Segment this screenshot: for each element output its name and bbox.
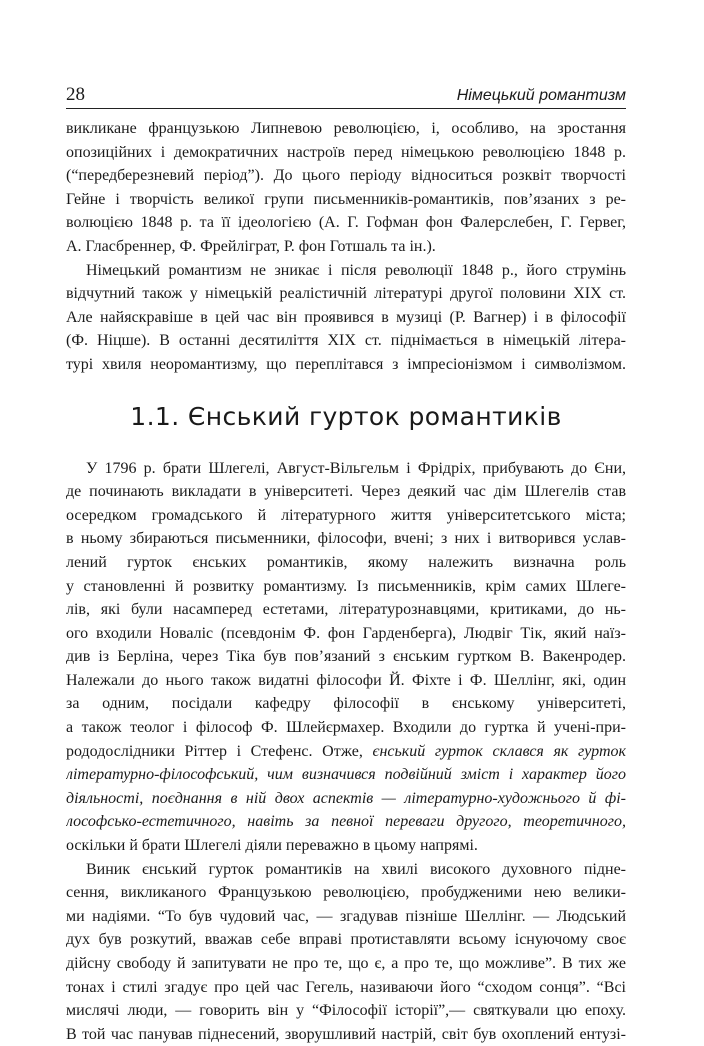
emphasis-line: діяльності, поєднання в ній двох аспектів — літературно-художнього й фі- xyxy=(66,789,626,807)
text-line: а також теолог і філософ Ф. Шлейєрмахер. Входили до гуртка й учені-при- xyxy=(66,719,626,737)
emphasis-line: лософсько-естетичного, навіть за певної переваги другого, теоретичного, xyxy=(66,813,626,831)
text-line: лів, які були насамперед естетами, літературознавцями, критиками, до нь- xyxy=(66,601,626,619)
text-line: у становленні й розвитку романтизму. Із письменників, крім самих Шлеге- xyxy=(66,577,626,595)
text-line: Німецький романтизм не зникає і після революції 1848 р., його струмінь xyxy=(86,261,626,279)
section-heading: 1.1. Єнський гурток романтиків xyxy=(130,402,562,432)
text-line: Виник єнський гурток романтиків на хвилі високого духовного підне- xyxy=(86,860,626,878)
text-line: Але найяскравіше в цей час він проявився в музиці (Р. Вагнер) і в філософії xyxy=(66,308,626,326)
text-line: ми надіями. “То був чудовий час, — згадував пізніше Шеллінг. — Людський xyxy=(66,907,626,925)
text-line: У 1796 р. брати Шлегелі, Август-Вільгельм і Фрідріх, прибувають до Єни, xyxy=(86,459,626,477)
text-line: мислячі люди, — говорить він у “Філософії історії”,— святкували цю епоху. xyxy=(66,1002,626,1020)
text-line: в ньому збираються письменники, філософи, вчені; з них і витворився услав- xyxy=(66,530,626,548)
text-line-mixed xyxy=(66,740,626,764)
text-line: Належали до нього також видатні філософи Й. Фіхте і Ф. Шеллінг, які, один xyxy=(66,671,626,689)
text-line: дійсну свободу й запитувати не про те, що є, а про те, що можливе”. В тих же xyxy=(66,955,626,972)
paragraph-three xyxy=(66,457,626,858)
section-heading-block xyxy=(66,377,626,457)
running-title: Німецький романтизм xyxy=(456,87,626,104)
text-line: (Ф. Ніцше). В останні десятиліття XIX ст. піднімається в німецькій літера- xyxy=(66,332,626,350)
text-line: відчутний також у німецькій реалістичній літературі другої половини XIX ст. xyxy=(66,285,626,303)
text-segment: рододослідники Ріттер і Стефенс. Отже, xyxy=(66,742,373,760)
text-line: викликане французькою Липневою революцією, і, особливо, на зростання xyxy=(66,120,626,137)
page-number: 28 xyxy=(66,84,85,105)
body-text xyxy=(66,117,626,1046)
text-line: волюцією 1848 р. та її ідеологією (А. Г. Гофман фон Фалерслебен, Г. Гервег, xyxy=(66,214,626,232)
text-line: В той час панував піднесений, зворушливий настрій, світ був охоплений ентузі- xyxy=(66,1025,626,1043)
text-line: лений гурток єнських романтиків, якому належить визначна роль xyxy=(66,553,626,571)
paragraph-four xyxy=(66,858,626,1046)
text-line: осередком громадського й літературного життя університетського міста; xyxy=(66,506,626,524)
text-line: дух був розкутий, вважав себе вправі протиставляти всьому існуючому своє xyxy=(66,931,626,949)
text-line: тонах і стилі згадує про цей час Гегель, називаючи його “сходом сонця”. “Всі xyxy=(66,978,626,996)
text-line: А. Гласбреннер, Ф. Фрейліграт, Р. фон Готшаль та ін.). xyxy=(66,237,436,255)
emphasis-line: літературно-філософський, чим визначився подвійний зміст і характер його xyxy=(66,766,626,784)
emphasis-segment: єнський гурток склався як гурток xyxy=(372,742,626,760)
text-line: (“передберезневий період”). До цього періоду відноситься розквіт творчості xyxy=(66,167,626,185)
text-line: оскільки й брати Шлегелі діяли переважно в цьому напрямі. xyxy=(66,837,478,855)
text-line: опозиційних і демократичних настроїв перед німецькою революцією 1848 р. xyxy=(66,143,626,161)
text-line: де починають викладати в університеті. Через деякий час дім Шлегелів став xyxy=(66,483,626,501)
book-page xyxy=(66,84,626,1046)
text-line: турі хвиля неоромантизму, що переплітався з імпресіонізмом і символізмом. xyxy=(66,355,626,373)
paragraph-intro xyxy=(66,117,626,259)
text-line: за одним, посідали кафедру філософії в єнському університеті, xyxy=(66,695,626,713)
paragraph-second xyxy=(66,259,626,377)
text-line: див із Берліна, через Тіка був пов’язаний з єнським гуртком В. Вакенродер. xyxy=(66,648,626,666)
text-line: ого входили Новаліс (псевдонім Ф. фон Гарденберга), Людвіг Тік, який наїз- xyxy=(66,624,626,642)
text-line: Гейне і творчість великої групи письменників-романтиків, пов’язаних з ре- xyxy=(66,190,626,208)
running-header xyxy=(66,84,626,109)
text-line: сення, викликаного Французькою революцією, пробудженими нею велики- xyxy=(66,884,626,902)
